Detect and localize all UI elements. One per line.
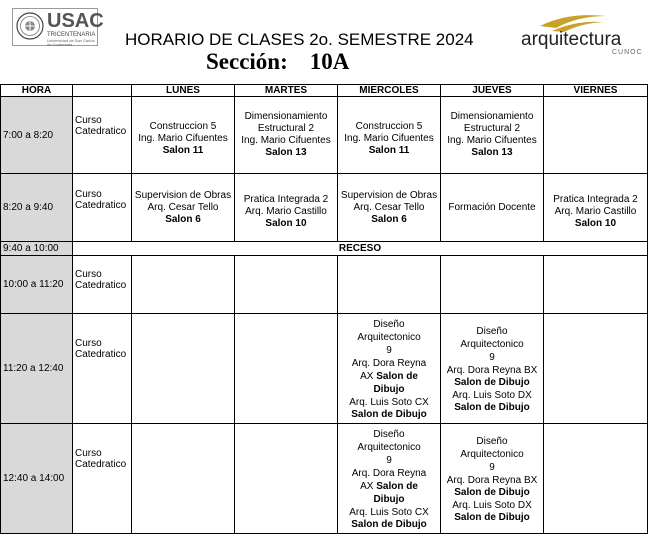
course-name: Supervision de Obras xyxy=(134,189,232,201)
room-name: Salon 6 xyxy=(371,213,407,225)
class-cell xyxy=(338,314,441,424)
table-row xyxy=(1,174,648,242)
time-cell: 11:20 a 12:40 xyxy=(1,314,73,424)
label-curso: Curso xyxy=(75,115,102,126)
class-cell-empty xyxy=(235,256,338,314)
teacher-name: Arq. Mario Castillo xyxy=(554,205,637,217)
course-name: Diseño Arquitectonico 9 xyxy=(460,326,524,363)
time-cell: 12:40 a 14:00 xyxy=(1,424,73,534)
teacher-code: DX xyxy=(517,500,532,511)
teacher-name: Arq. Luis Soto xyxy=(349,507,413,518)
class-cell xyxy=(441,97,544,174)
row-labels xyxy=(73,174,132,242)
col-martes: MARTES xyxy=(235,85,338,97)
arquitectura-name: arquitectura xyxy=(521,29,622,50)
table-row xyxy=(1,314,648,424)
teacher-code: AX xyxy=(360,481,374,492)
teacher-name: Ing. Mario Cifuentes xyxy=(344,133,434,144)
label-catedratico: Catedratico xyxy=(75,349,127,360)
class-cell xyxy=(441,424,544,534)
course-name: Construccion 5 xyxy=(355,121,423,132)
class-cell xyxy=(338,424,441,534)
arquitectura-sub: CUNOC xyxy=(612,49,643,56)
teacher-code: DX xyxy=(517,390,532,401)
teacher-name: Arq. Dora Reyna xyxy=(351,468,427,479)
teacher-name: Ing. Mario Cifuentes xyxy=(138,133,228,144)
class-cell-empty xyxy=(544,314,648,424)
recess-label: RECESO xyxy=(73,242,648,256)
room-name: Salon 13 xyxy=(471,147,513,158)
usac-logo xyxy=(12,8,104,47)
time-cell: 8:20 a 9:40 xyxy=(1,174,73,242)
class-cell xyxy=(441,174,544,242)
section-heading xyxy=(206,49,349,75)
teacher-code: CX xyxy=(414,397,429,408)
class-cell xyxy=(338,97,441,174)
label-curso: Curso xyxy=(75,338,102,349)
teacher-name: Arq. Dora Reyna BX xyxy=(446,475,538,486)
row-labels xyxy=(73,424,132,534)
room-name: Salon 6 xyxy=(165,213,201,225)
course-name: Diseño Arquitectonico 9 xyxy=(357,319,421,356)
course-name: Formación Docente xyxy=(448,201,536,213)
col-jueves: JUEVES xyxy=(441,85,544,97)
row-labels xyxy=(73,256,132,314)
time-cell: 9:40 a 10:00 xyxy=(1,242,73,256)
col-viernes: VIERNES xyxy=(544,85,648,97)
class-cell xyxy=(132,97,235,174)
teacher-name: Ing. Mario Cifuentes xyxy=(447,135,537,146)
class-cell-empty xyxy=(338,256,441,314)
page-title: HORARIO DE CLASES 2o. SEMESTRE 2024 xyxy=(125,30,474,49)
label-catedratico: Catedratico xyxy=(75,279,127,291)
time-cell: 7:00 a 8:20 xyxy=(1,97,73,174)
room-name: Salon de Dibujo xyxy=(373,481,418,505)
teacher-name: Arq. Dora Reyna BX xyxy=(446,365,538,376)
table-row xyxy=(1,97,648,174)
course-name: Dimensionamiento Estructural 2 xyxy=(450,111,534,134)
teacher-name: Arq. Luis Soto xyxy=(452,500,516,511)
usac-subtitle: TRICENTENARIA xyxy=(47,32,96,38)
room-name: Salon de Dibujo xyxy=(373,371,418,395)
class-cell xyxy=(441,314,544,424)
course-name: Pratica Integrada 2 xyxy=(553,193,638,205)
teacher-block xyxy=(344,467,434,506)
teacher-name: Arq. Cesar Tello xyxy=(353,201,425,213)
teacher-name: Arq. Luis Soto xyxy=(349,397,413,408)
col-lunes: LUNES xyxy=(132,85,235,97)
teacher-name: Ing. Mario Cifuentes xyxy=(241,135,331,146)
teacher-code: CX xyxy=(414,507,429,518)
col-miercoles: MIERCOLES xyxy=(338,85,441,97)
room-name: Salon de Dibujo xyxy=(454,377,530,388)
room-name: Salon 11 xyxy=(162,145,204,156)
class-cell xyxy=(235,174,338,242)
class-cell-empty xyxy=(544,424,648,534)
usac-tagline: Universidad de San Carlos de Guatemala xyxy=(47,38,95,47)
section-value: 10A xyxy=(309,49,350,74)
teacher-block xyxy=(452,389,532,402)
col-label xyxy=(73,85,132,97)
schedule-table xyxy=(0,84,648,534)
label-curso: Curso xyxy=(75,188,102,200)
room-name: Salon 13 xyxy=(265,147,307,158)
teacher-block xyxy=(344,357,434,396)
course-name: Diseño Arquitectonico 9 xyxy=(357,429,421,466)
course-name: Dimensionamiento Estructural 2 xyxy=(244,111,328,134)
teacher-block xyxy=(349,506,429,519)
class-cell-empty xyxy=(235,314,338,424)
class-cell xyxy=(235,97,338,174)
time-cell: 10:00 a 11:20 xyxy=(1,256,73,314)
room-name: Salon de Dibujo xyxy=(351,519,427,530)
class-cell-empty xyxy=(235,424,338,534)
table-row xyxy=(1,256,648,314)
table-row xyxy=(1,424,648,534)
room-name: Salon de Dibujo xyxy=(454,487,530,498)
section-label: Sección: xyxy=(206,49,288,74)
room-name: Salon de Dibujo xyxy=(454,402,530,413)
class-cell-empty xyxy=(544,97,648,174)
class-cell-empty xyxy=(441,256,544,314)
row-labels xyxy=(73,314,132,424)
label-catedratico: Catedratico xyxy=(75,459,127,470)
col-hora: HORA xyxy=(1,85,73,97)
course-name: Pratica Integrada 2 xyxy=(243,193,329,205)
teacher-name: Arq. Mario Castillo xyxy=(245,205,327,217)
room-name: Salon de Dibujo xyxy=(454,512,530,523)
class-cell xyxy=(338,174,441,242)
course-name: Diseño Arquitectonico 9 xyxy=(460,436,524,473)
room-name: Salon 10 xyxy=(265,217,307,229)
teacher-code: AX xyxy=(360,371,374,382)
recess-row xyxy=(1,242,648,256)
room-name: Salon 10 xyxy=(574,217,617,229)
arquitectura-logo xyxy=(520,10,645,56)
class-cell xyxy=(544,174,648,242)
label-catedratico: Catedratico xyxy=(75,199,127,211)
teacher-block xyxy=(349,396,429,409)
class-cell-empty xyxy=(132,314,235,424)
label-curso: Curso xyxy=(75,448,102,459)
class-cell-empty xyxy=(544,256,648,314)
label-catedratico: Catedratico xyxy=(75,126,127,137)
course-name: Construccion 5 xyxy=(149,121,217,132)
class-cell-empty xyxy=(132,256,235,314)
teacher-name: Arq. Cesar Tello xyxy=(147,201,219,213)
room-name: Salon de Dibujo xyxy=(351,409,427,420)
class-cell xyxy=(132,174,235,242)
teacher-block xyxy=(452,499,532,512)
label-curso: Curso xyxy=(75,268,102,280)
header xyxy=(0,0,649,84)
class-cell-empty xyxy=(132,424,235,534)
usac-name: USAC xyxy=(47,10,104,32)
row-labels xyxy=(73,97,132,174)
header-row xyxy=(1,85,648,97)
teacher-name: Arq. Luis Soto xyxy=(452,390,516,401)
teacher-name: Arq. Dora Reyna xyxy=(351,358,427,369)
course-name: Supervision de Obras xyxy=(340,189,438,201)
usac-seal-icon xyxy=(16,12,44,40)
room-name: Salon 11 xyxy=(368,145,410,156)
